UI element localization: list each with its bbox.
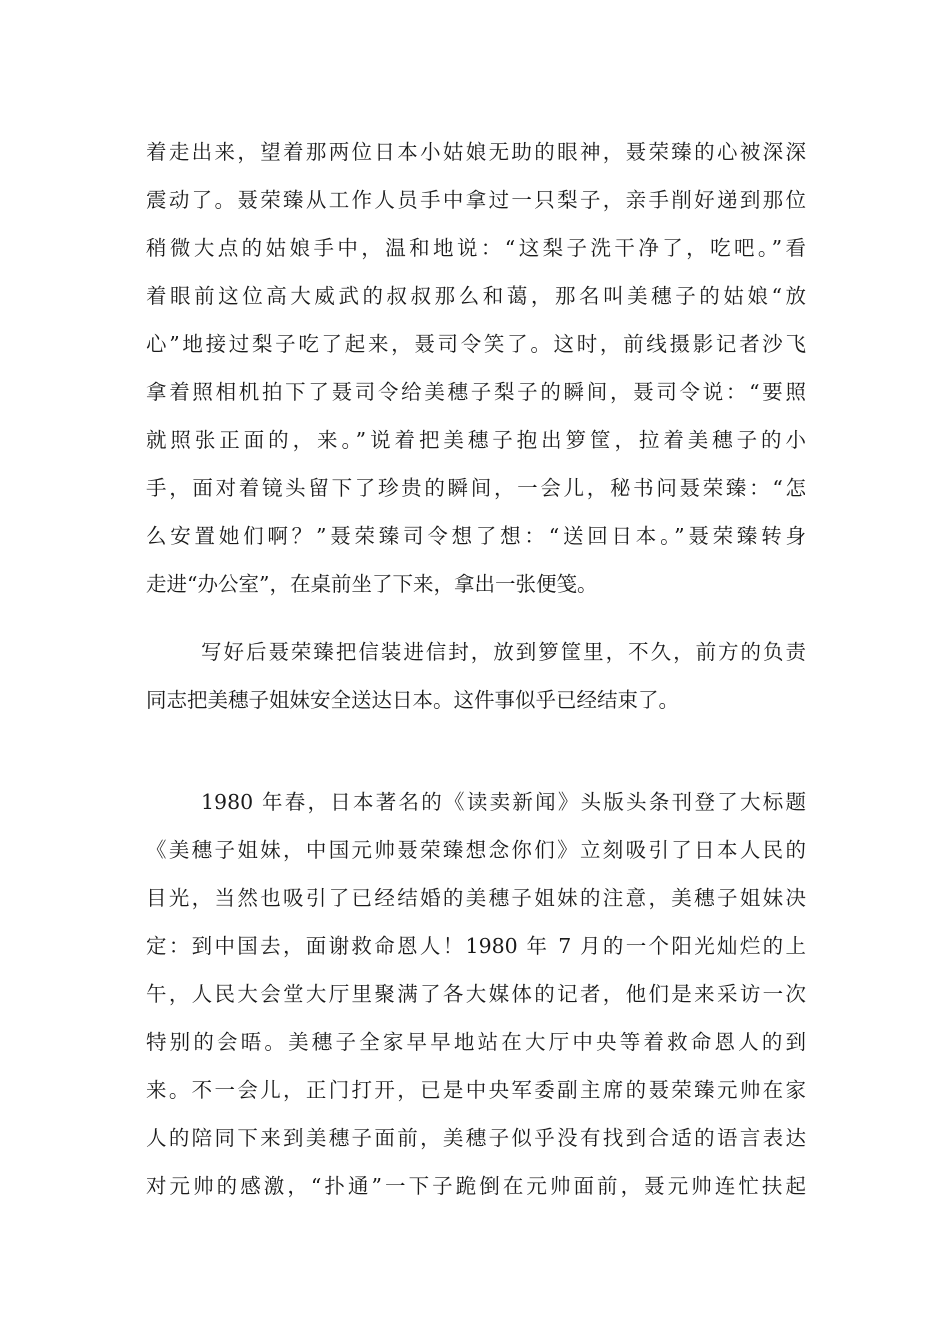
paragraph-line: 着眼前这位高大威武的叔叔那么和蔼，那名叫美穗子的姑娘“放 xyxy=(146,284,806,308)
paragraph-line: 写好后聂荣臻把信装进信封，放到箩筐里，不久，前方的负责 xyxy=(201,640,806,664)
paragraph-line: 午，人民大会堂大厅里聚满了各大媒体的记者，他们是来采访一次 xyxy=(146,982,806,1006)
paragraph-2 xyxy=(146,628,806,724)
paragraph-line: 走进“办公室”，在桌前坐了下来，拿出一张便笺。 xyxy=(146,572,598,596)
paragraph-line: 拿着照相机拍下了聂司令给美穗子梨子的瞬间，聂司令说：“要照 xyxy=(146,380,806,404)
paragraph-line: 目光，当然也吸引了已经结婚的美穗子姐妹的注意，美穗子姐妹决 xyxy=(146,886,806,910)
paragraph-line: 手，面对着镜头留下了珍贵的瞬间，一会儿，秘书问聂荣臻：“怎 xyxy=(146,476,806,500)
paragraph-line: 着走出来，望着那两位日本小姑娘无助的眼神，聂荣臻的心被深深 xyxy=(146,140,806,164)
paragraph-1 xyxy=(146,128,806,608)
paragraph-line: 震动了。聂荣臻从工作人员手中拿过一只梨子，亲手削好递到那位 xyxy=(146,188,806,212)
paragraph-line: 1980 年春，日本著名的《读卖新闻》头版头条刊登了大标题 xyxy=(201,790,806,814)
paragraph-line: 心”地接过梨子吃了起来，聂司令笑了。这时，前线摄影记者沙飞 xyxy=(146,332,806,356)
paragraph-line: 稍微大点的姑娘手中，温和地说：“这梨子洗干净了，吃吧。”看 xyxy=(146,236,806,260)
paragraph-line: 定：到中国去，面谢救命恩人！1980 年 7 月的一个阳光灿烂的上 xyxy=(146,934,806,958)
paragraph-line: 来。不一会儿，正门打开，已是中央军委副主席的聂荣臻元帅在家 xyxy=(146,1078,806,1102)
paragraph-line: 么安置她们啊？”聂荣臻司令想了想：“送回日本。”聂荣臻转身 xyxy=(146,524,806,548)
paragraph-line: 就照张正面的，来。”说着把美穗子抱出箩筐，拉着美穗子的小 xyxy=(146,428,806,452)
paragraph-line: 特别的会晤。美穗子全家早早地站在大厅中央等着救命恩人的到 xyxy=(146,1030,806,1054)
paragraph-line: 人的陪同下来到美穗子面前，美穗子似乎没有找到合适的语言表达 xyxy=(146,1126,806,1150)
paragraph-line: 《美穗子姐妹，中国元帅聂荣臻想念你们》立刻吸引了日本人民的 xyxy=(146,838,806,862)
paragraph-line: 对元帅的感激，“扑通”一下子跪倒在元帅面前，聂元帅连忙扶起 xyxy=(146,1174,806,1198)
paragraph-line: 同志把美穗子姐妹安全送达日本。这件事似乎已经结束了。 xyxy=(146,688,679,712)
paragraph-3 xyxy=(146,778,806,1210)
